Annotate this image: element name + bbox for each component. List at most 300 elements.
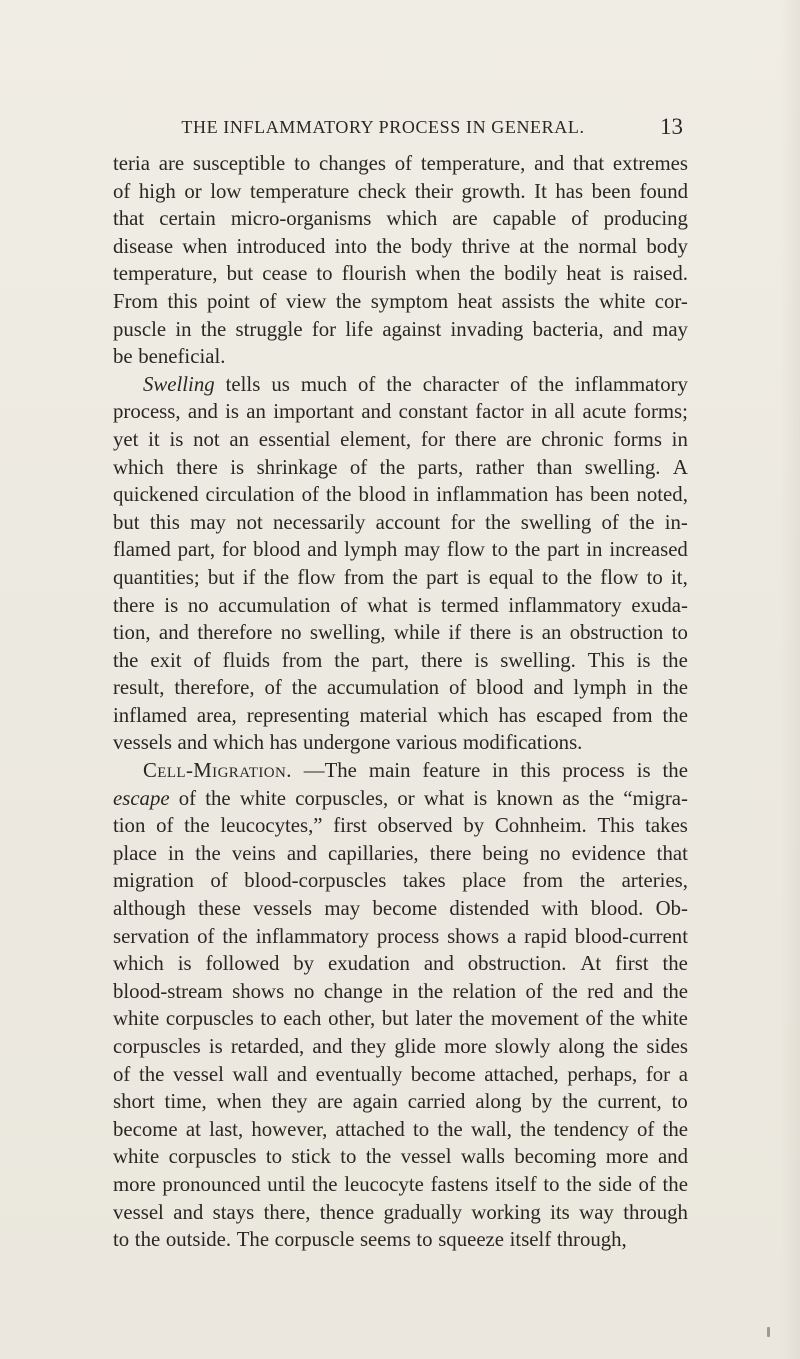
word: white	[239, 786, 287, 810]
word: perhaps,	[567, 1062, 638, 1086]
word: material	[359, 703, 428, 727]
word: which	[437, 703, 489, 727]
word: This	[587, 648, 625, 672]
word: be	[113, 345, 133, 369]
word: the	[376, 234, 402, 258]
word: character	[422, 372, 499, 396]
word: the	[386, 372, 412, 396]
word: of	[448, 676, 467, 700]
italic-term: escape	[113, 786, 170, 810]
word: the	[134, 1228, 161, 1252]
word: blood-corpuscles	[244, 869, 387, 893]
word: there	[454, 427, 497, 451]
word: temperature,	[113, 262, 218, 286]
word: these	[198, 897, 241, 921]
word: the	[662, 703, 688, 727]
word: constant	[398, 400, 468, 424]
word: body	[410, 234, 453, 258]
word: the	[564, 289, 590, 313]
word: is	[466, 565, 481, 589]
word: inflammatory	[508, 593, 622, 617]
word: increased	[609, 538, 688, 562]
word: which	[386, 207, 438, 231]
text-line	[113, 343, 688, 371]
word: undergone	[302, 731, 391, 755]
word: the	[113, 648, 139, 672]
word: disease	[113, 234, 174, 258]
word: exit	[150, 648, 182, 672]
word: along	[558, 1035, 605, 1058]
word: arteries,	[621, 869, 688, 893]
word: which	[113, 455, 164, 479]
word: body	[646, 234, 688, 258]
word: veins	[231, 841, 276, 865]
word: followed	[205, 952, 280, 976]
text-line	[113, 1088, 688, 1116]
word: extremes	[612, 152, 688, 175]
word: is	[208, 1035, 223, 1058]
word: is	[225, 400, 240, 424]
word: from	[343, 565, 385, 589]
word: way	[579, 1200, 614, 1224]
text-line	[113, 1005, 688, 1033]
word: part,	[371, 648, 410, 672]
word: no	[280, 621, 302, 645]
word: by	[293, 952, 315, 976]
word: of	[113, 1062, 131, 1086]
word: low	[210, 179, 242, 203]
word: the	[379, 455, 406, 479]
word: feature	[422, 759, 481, 783]
word: wall	[232, 1062, 269, 1086]
word: It	[534, 179, 547, 203]
word: in	[175, 317, 192, 341]
word: is	[230, 455, 245, 479]
word: point	[207, 289, 250, 313]
word: retarded,	[230, 1035, 305, 1058]
word: swelling.	[584, 455, 661, 479]
word: much	[300, 372, 348, 396]
text-line	[113, 785, 688, 813]
word: high	[138, 179, 176, 203]
word: blood	[476, 676, 524, 700]
word: and	[173, 1200, 204, 1224]
word: if	[448, 621, 462, 645]
word: inflammation	[436, 483, 549, 507]
section-heading-word: Cell-Migration.	[143, 759, 292, 783]
word: has	[555, 483, 584, 507]
word: glide	[394, 1035, 436, 1058]
word: the	[184, 814, 210, 838]
word: of	[525, 979, 543, 1003]
word: no	[539, 841, 561, 865]
word: the	[334, 648, 360, 672]
word: teria	[113, 152, 150, 175]
word: to	[543, 1172, 560, 1196]
word: red	[587, 979, 614, 1003]
word: flamed	[113, 538, 171, 562]
word: a	[507, 924, 517, 948]
word: of	[259, 289, 277, 313]
word: distended	[449, 897, 530, 921]
word: is	[636, 648, 651, 672]
word: tion	[113, 814, 146, 838]
word: the	[222, 924, 248, 948]
word: and	[657, 1145, 688, 1169]
word: are	[317, 1090, 343, 1114]
word: slowly	[494, 1035, 551, 1058]
word: changes	[319, 152, 386, 175]
word: this	[167, 289, 198, 313]
word: time,	[164, 1090, 207, 1114]
word: and	[307, 538, 338, 562]
word: of	[358, 372, 376, 396]
word: last,	[209, 1117, 244, 1141]
word: heat	[566, 262, 602, 286]
word: found	[639, 179, 688, 203]
text-line	[113, 1061, 688, 1089]
word: the	[566, 1172, 592, 1196]
word: which	[213, 731, 264, 755]
word: more	[444, 1035, 487, 1058]
text-line	[113, 1171, 688, 1199]
word: white	[113, 1145, 160, 1169]
word: eventually	[315, 1062, 403, 1086]
paragraph	[113, 371, 688, 757]
word: modifications.	[462, 731, 583, 755]
running-head-title: THE INFLAMMATORY PROCESS IN GENERAL.	[181, 117, 585, 137]
word: swelling	[520, 510, 592, 534]
word: white	[599, 289, 646, 313]
word: as	[562, 786, 580, 810]
word: heat	[457, 289, 493, 313]
word: of	[193, 648, 211, 672]
word: blood	[253, 538, 301, 562]
word: with	[541, 897, 579, 921]
word: blood	[358, 483, 406, 507]
word: movement	[490, 1007, 579, 1031]
word: to	[113, 1228, 130, 1252]
word: normal	[578, 234, 638, 258]
word: of	[349, 455, 368, 479]
word: to	[412, 1117, 430, 1141]
word: the	[200, 317, 227, 341]
word: for	[645, 1062, 671, 1086]
word: are	[158, 152, 185, 175]
word: seems	[359, 1228, 411, 1252]
word: no	[187, 593, 209, 617]
word: which	[113, 952, 164, 976]
word: into	[334, 234, 368, 258]
text-line	[113, 178, 688, 206]
text-line	[113, 481, 688, 509]
word: swelling.	[500, 648, 576, 672]
text-line	[113, 619, 688, 647]
word: the	[662, 1172, 688, 1196]
word: the	[325, 483, 352, 507]
word: susceptible	[192, 152, 286, 175]
word: essential	[258, 427, 331, 451]
word: of	[585, 1007, 603, 1031]
word: but	[381, 1007, 409, 1031]
word: the	[205, 786, 231, 810]
word: first	[615, 952, 649, 976]
word: when	[415, 262, 461, 286]
word: being	[482, 841, 529, 865]
word: and	[533, 676, 564, 700]
word: forms;	[633, 400, 688, 424]
word: attached	[335, 1117, 405, 1141]
word: quantities;	[113, 565, 200, 589]
word: in	[530, 400, 548, 424]
text-line	[113, 260, 688, 288]
text-line	[113, 150, 688, 178]
word: is	[636, 759, 651, 783]
word: the	[437, 1117, 463, 1141]
word: from	[281, 648, 323, 672]
text-line	[113, 840, 688, 868]
word: the	[485, 510, 511, 534]
word: “migra-	[623, 786, 688, 810]
text-line	[113, 978, 688, 1006]
word: what	[367, 593, 408, 617]
word: or	[397, 786, 415, 810]
word: tendency	[553, 1117, 629, 1141]
word: takes	[645, 814, 688, 838]
word: there,	[263, 1200, 311, 1224]
word: the	[566, 565, 592, 589]
word: to	[416, 1228, 433, 1252]
word: relation	[452, 979, 517, 1003]
word: thence	[319, 1200, 375, 1224]
word: leucocyte	[344, 1172, 424, 1196]
word: been	[591, 179, 631, 203]
word: the	[612, 1035, 639, 1058]
word: for	[450, 510, 475, 534]
word: of	[340, 593, 358, 617]
word: inflamed	[113, 703, 187, 727]
word: in-	[664, 510, 688, 534]
word: At	[580, 952, 602, 976]
word: the	[520, 1117, 546, 1141]
word: by	[463, 814, 485, 838]
word: corpuscles,	[295, 786, 389, 810]
word: exuda-	[631, 593, 688, 617]
word: the	[662, 979, 688, 1003]
word: for	[221, 538, 247, 562]
word: this	[149, 510, 180, 534]
word: blood.	[590, 897, 644, 921]
word: From	[113, 289, 159, 313]
word: when	[182, 234, 228, 258]
word: not	[193, 427, 220, 451]
word: there	[429, 841, 472, 865]
word: no	[293, 979, 315, 1003]
text-line	[113, 1143, 688, 1171]
word: the	[312, 1172, 338, 1196]
word: parts,	[417, 455, 464, 479]
word: an	[541, 621, 562, 645]
word: than	[536, 455, 573, 479]
word: flow	[297, 565, 336, 589]
word: other,	[328, 1007, 376, 1031]
word: tion,	[113, 621, 151, 645]
print-speck	[767, 1327, 770, 1337]
word: exudation	[327, 952, 410, 976]
word: the	[629, 510, 655, 534]
word: noted,	[636, 483, 688, 507]
word: check	[357, 179, 407, 203]
word: the	[662, 676, 688, 700]
word: accumulation	[327, 676, 440, 700]
word: the	[469, 262, 496, 286]
word: to	[646, 565, 663, 589]
word: cease	[262, 262, 308, 286]
word: in	[636, 676, 653, 700]
word: of	[178, 786, 197, 810]
word: the	[538, 372, 564, 396]
word: symptom	[370, 289, 449, 313]
word: the	[514, 538, 541, 562]
word: flow	[600, 565, 639, 589]
page-number: 13	[660, 114, 683, 139]
text-line	[113, 233, 688, 261]
word: chronic	[541, 427, 604, 451]
italic-term: Swelling	[143, 372, 215, 396]
word: and	[286, 841, 317, 865]
word: equal	[488, 565, 534, 589]
word: in	[167, 841, 185, 865]
word: bacteria,	[532, 317, 604, 341]
word: gradually	[383, 1200, 463, 1224]
word: stays	[212, 1200, 255, 1224]
text-line	[113, 288, 688, 316]
word: there	[113, 593, 155, 617]
word: squeeze	[438, 1228, 505, 1252]
word: certain	[159, 207, 216, 231]
text-line	[113, 647, 688, 675]
word: is	[610, 262, 624, 286]
word: the	[609, 1007, 635, 1031]
word: first	[333, 814, 367, 838]
word: a	[678, 1062, 688, 1086]
word: they	[271, 1090, 308, 1114]
word: lymph	[344, 538, 398, 562]
word: and	[158, 621, 189, 645]
word: micro-organisms	[230, 207, 372, 231]
word: that	[656, 841, 688, 865]
word: circulation	[205, 483, 295, 507]
word: temperature	[249, 179, 350, 203]
word: become	[410, 1062, 476, 1086]
word: vessel	[113, 1200, 164, 1224]
word: is	[417, 593, 432, 617]
word: there	[469, 621, 512, 645]
word: of	[156, 814, 174, 838]
word: they	[350, 1035, 387, 1058]
paragraph	[113, 757, 688, 1254]
word: acute	[582, 400, 627, 424]
page-header	[113, 112, 683, 142]
word: their	[414, 179, 453, 203]
word: the	[662, 952, 688, 976]
word: part	[547, 538, 580, 562]
word: growth.	[461, 179, 526, 203]
word: process,	[113, 400, 181, 424]
text-line	[113, 729, 688, 757]
word: may	[190, 510, 226, 534]
word: along	[475, 1090, 522, 1114]
word: has	[555, 179, 584, 203]
word: Cohnheim.	[494, 814, 587, 838]
word: is	[169, 427, 184, 451]
word: when	[216, 1090, 262, 1114]
word: of	[637, 1117, 655, 1141]
word: an	[229, 427, 250, 451]
word: are	[506, 427, 532, 451]
word: the	[263, 565, 290, 589]
paragraph	[113, 150, 688, 371]
word: attached,	[484, 1062, 559, 1086]
word: various	[395, 731, 458, 755]
word: place	[113, 841, 157, 865]
word: for	[420, 427, 446, 451]
text-line	[113, 205, 688, 233]
word: of	[210, 869, 228, 893]
word: capillaries,	[327, 841, 419, 865]
word: swelling,	[309, 621, 386, 645]
text-line	[113, 812, 688, 840]
word: in	[412, 483, 430, 507]
body-text	[113, 150, 688, 1254]
word: to	[491, 538, 508, 562]
word: it,	[671, 565, 688, 589]
word: known	[496, 786, 554, 810]
text-line	[113, 1116, 688, 1144]
word: temperature,	[420, 152, 526, 175]
word: through	[623, 1200, 688, 1224]
word: of	[264, 676, 282, 700]
word: puscle	[113, 317, 167, 341]
word: the	[291, 676, 318, 700]
word: inflammatory	[255, 924, 369, 948]
word: but	[207, 565, 235, 589]
word: has	[269, 731, 298, 755]
word: short	[113, 1090, 155, 1114]
word: sides	[646, 1035, 688, 1058]
word: raised.	[633, 262, 688, 286]
word: fluids	[222, 648, 270, 672]
word: result,	[113, 676, 165, 700]
word: not	[236, 510, 263, 534]
word: become	[113, 1117, 178, 1141]
text-line	[113, 509, 688, 537]
word: but	[226, 262, 254, 286]
word: more	[113, 1172, 156, 1196]
word: the	[365, 1145, 392, 1169]
word: rapid	[524, 924, 567, 948]
word: but	[113, 510, 140, 534]
word: the	[562, 1090, 588, 1114]
word: by	[531, 1090, 553, 1114]
word: been	[590, 483, 630, 507]
word: tells	[225, 372, 261, 396]
word: and	[623, 979, 654, 1003]
word: that	[113, 207, 145, 231]
word: this	[520, 759, 551, 783]
word: in	[586, 538, 603, 562]
word: element,	[340, 427, 412, 451]
